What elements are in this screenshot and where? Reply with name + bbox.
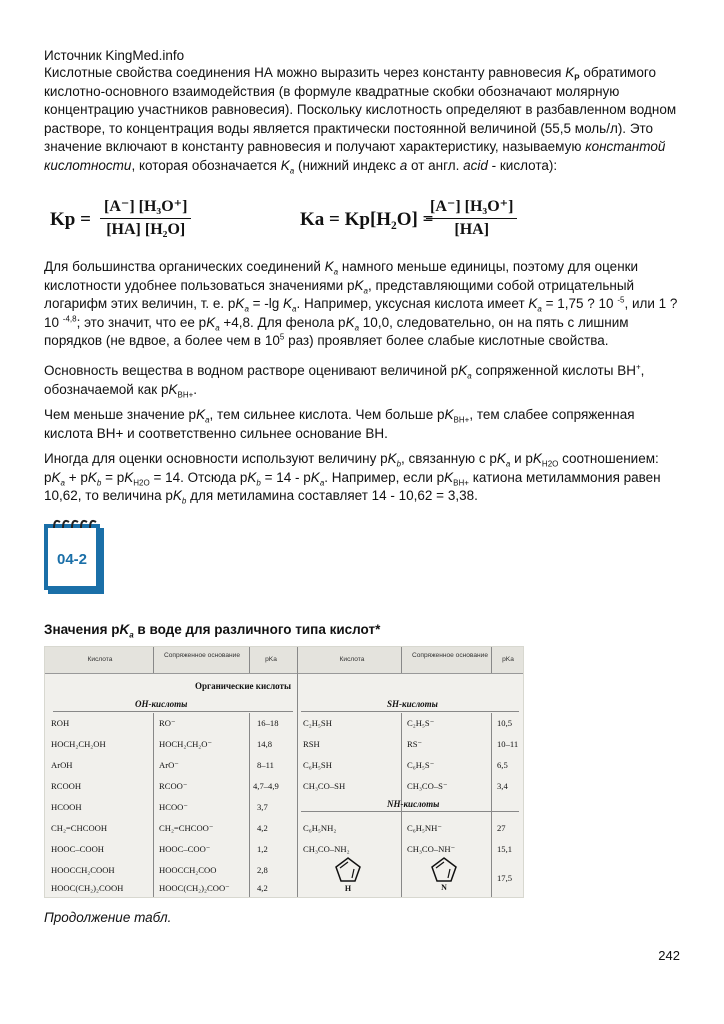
pyrrole-h-label: H	[344, 884, 352, 893]
formula-kp-fraction	[100, 196, 191, 239]
formula-kp	[50, 196, 250, 246]
oh-acid-cell: RCOOH	[51, 781, 82, 791]
table-title: Значения $рK_a$ в воде для различного типа кислот*	[44, 622, 381, 640]
section-rule	[301, 711, 519, 712]
sh-base-cell: CH₃CO–S⁻	[407, 781, 448, 791]
header-divider	[491, 647, 492, 673]
formula-kp-denominator: [HA] [H₂O]	[106, 221, 186, 238]
pyrrole-structure	[333, 855, 363, 893]
header-pka-left: pKa	[265, 656, 277, 663]
sh-pka-cell: 10–11	[497, 739, 519, 749]
formula-ka-fraction	[426, 196, 517, 239]
nh-acid-cell: CH₃CO–NH₂	[303, 844, 350, 854]
oh-acid-cell: HCOOH	[51, 802, 82, 812]
header-base-left: Сопряженное основание	[163, 652, 241, 659]
paragraph-basicity: Основность вещества в водном растворе оценивают величиной $рK_a$ сопряженной кислоты ВН+, обозначаемой как $рK_{BH+}$.	[44, 362, 645, 400]
header-divider	[401, 647, 402, 673]
oh-pka-cell: 14,8	[257, 739, 273, 749]
nh-acid-cell: C₆H₅NH₂	[303, 823, 337, 833]
header-divider	[153, 647, 154, 673]
oh-acid-cell: ArOH	[51, 760, 73, 770]
sh-base-cell: C₂H₅S⁻	[407, 718, 435, 728]
paragraph-pkb: Иногда для оценки основности используют величину $рK_b$, связанную с $рK_a$ и $рK_{H2O}$ соотношением: $рK_a + рK_b = рK_{H2O} = 14$. Отсюда $рK_b = 14 - рK_a$. Например, если $рK_{BH+}$ катиона метиламмония равен 10,62, то величина $рK_b$ для метиламина составляет 14 - 10,62 = 3,38.	[44, 451, 661, 506]
nh-pka-cell: 27	[497, 823, 506, 833]
oh-base-cell: HCOO⁻	[159, 802, 188, 812]
sh-acid-cell: C₆H₅SH	[303, 760, 332, 770]
pka-table	[44, 646, 524, 898]
paragraph-acid-constant: Кислотные свойства соединения НА можно выразить через константу равновесия $K_P$ обратимого кислотно-основного взаимодействия (в формуле квадратные скобки обозначают молярную концентрацию участников равновесия). Поскольку кислотность определяют в разбавленном водном растворе, то концентрация воды является практически постоянной величиной (55,5 моль/л). Это значение включают в константу равновесия и получают характеристику, называемую константой кислотности, которая обозначается $K_a$ (нижний индекс а от англ. acid - кислота):	[44, 65, 677, 176]
oh-pka-cell: 1,2	[257, 844, 268, 854]
page-number: 242	[658, 948, 680, 963]
column-divider	[153, 713, 154, 897]
oh-acid-cell: HOOC(CH₂)₂COOH	[51, 883, 124, 893]
source-line: Источник KingMed.info	[44, 48, 185, 63]
nh-base-cell: CH₃CO–NH⁻	[407, 844, 456, 854]
table-continuation-note: Продолжение табл.	[44, 910, 172, 925]
oh-pka-cell: 4,7–4,9	[253, 781, 279, 791]
oh-acid-cell: CH₂=CHCOOH	[51, 823, 108, 833]
sh-base-cell: RS⁻	[407, 739, 423, 749]
section-sh-acids: SH-кислоты	[387, 699, 438, 709]
nh-pka-cell: 15,1	[497, 844, 513, 854]
oh-base-cell: HOCH₂CH₂O⁻	[159, 739, 213, 749]
header-base-right: Сопряженное основание	[411, 652, 489, 659]
section-oh-acids: OH-кислоты	[135, 699, 188, 709]
formula-ka-lhs: Ka = Kp[H₂O] =	[300, 209, 434, 230]
oh-acid-cell: HOOC–COOH	[51, 844, 104, 854]
oh-pka-cell: 8–11	[257, 760, 274, 770]
paragraph-comparison: Чем меньше значение $рK_a$, тем сильнее кислота. Чем больше $рK_{BH+}$, тем слабее сопряженная кислота ВН+ и соответственно сильнее основание ВН.	[44, 407, 635, 441]
oh-base-cell: ArO⁻	[159, 760, 179, 770]
nh-pka-cell: 17,5	[497, 873, 513, 883]
header-acid-left: Кислота	[87, 656, 113, 663]
sh-pka-cell: 6,5	[497, 760, 508, 770]
section-nh-acids: NH-кислоты	[387, 799, 440, 809]
formula-ka	[300, 196, 540, 246]
pyrrolide-n-label: N	[441, 883, 447, 892]
formula-ka-numerator: [A⁻] [H₃O⁺]	[426, 196, 517, 219]
oh-pka-cell: 2,8	[257, 865, 268, 875]
sh-pka-cell: 3,4	[497, 781, 508, 791]
oh-base-cell: CH₂=CHCOO⁻	[159, 823, 214, 833]
nh-base-cell: C₆H₅NH⁻	[407, 823, 442, 833]
table-center-divider	[297, 647, 298, 897]
section-organic-acids: Органические кислоты	[195, 681, 291, 691]
header-acid-right: Кислота	[339, 656, 365, 663]
sh-acid-cell: RSH	[303, 739, 320, 749]
section-rule	[53, 711, 293, 712]
column-divider	[491, 713, 492, 897]
oh-acid-cell: HOOCCH₂COOH	[51, 865, 115, 875]
header-divider	[249, 647, 250, 673]
sh-acid-cell: CH₃CO–SH	[303, 781, 346, 791]
oh-pka-cell: 16–18	[257, 718, 279, 728]
notepad-label: 04-2	[56, 551, 88, 568]
header-pka-right: pKa	[502, 656, 514, 663]
paragraph-pka: Для большинства органических соединений $K_a$ намного меньше единицы, поэтому для оценки кислотности удобнее пользоваться значениями $рK_a$, представляющими собой отрицательный логарифм этих величин, т. е. $рK_a = -\lg$ $K_a$. Например, уксусная кислота имеет $K_a = 1,75$ ? 10 $^{-5}$, или 1 ? 10 $^{-4,8}$; это значит, что ее $рK_a +4,8$. Для фенола $рK_a$ 10,0, следовательно, он на пять с лишним порядков (не вдвое, а более чем в $10^5$ раз) проявляет более слабые кислотные свойства.	[44, 259, 678, 349]
column-divider	[249, 713, 250, 897]
oh-pka-cell: 4,2	[257, 883, 268, 893]
oh-acid-cell: ROH	[51, 718, 70, 728]
oh-pka-cell: 3,7	[257, 802, 268, 812]
pyrrolide-structure	[429, 855, 459, 893]
formula-kp-lhs: Kp =	[50, 209, 91, 230]
notepad-icon	[44, 516, 108, 596]
sh-base-cell: C₆H₅S⁻	[407, 760, 435, 770]
oh-acid-cell: HOCH₂CH₂OH	[51, 739, 106, 749]
section-rule	[301, 811, 519, 812]
oh-base-cell: RCOO⁻	[159, 781, 188, 791]
oh-base-cell: HOOC–COO⁻	[159, 844, 211, 854]
formula-kp-numerator: [A⁻] [H₃O⁺]	[100, 196, 191, 219]
oh-base-cell: RO⁻	[159, 718, 176, 728]
sh-acid-cell: C₂H₅SH	[303, 718, 332, 728]
oh-base-cell: HOOCCH₂COO	[159, 865, 217, 875]
oh-base-cell: HOOC(CH₂)₂COO⁻	[159, 883, 230, 893]
oh-pka-cell: 4,2	[257, 823, 268, 833]
formula-ka-denominator: [HA]	[454, 221, 490, 238]
sh-pka-cell: 10,5	[497, 718, 513, 728]
